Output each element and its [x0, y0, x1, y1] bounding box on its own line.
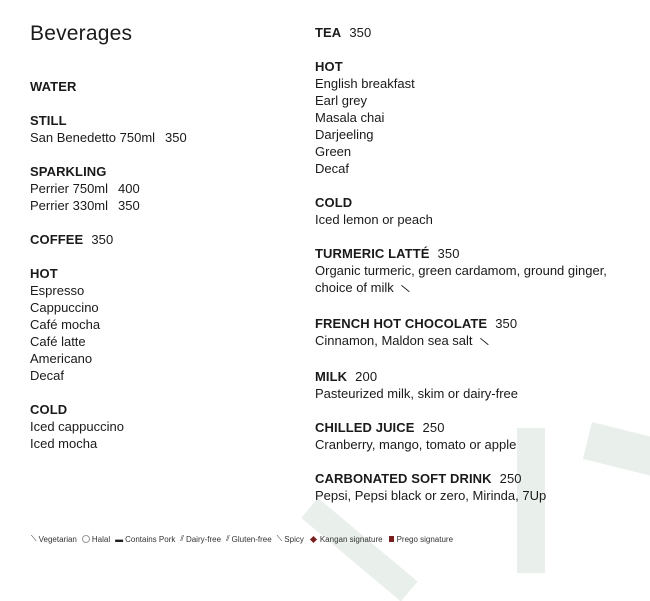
item-description-text: choice of milk	[315, 280, 394, 295]
item-price: 400	[118, 181, 140, 196]
chilled-juice-heading	[315, 419, 645, 436]
menu-item: Darjeeling	[315, 127, 374, 142]
halal-icon	[82, 535, 90, 543]
menu-item: Iced cappuccino	[30, 419, 124, 434]
left-column	[30, 78, 290, 469]
menu-item	[30, 180, 290, 197]
section-turmeric-latte	[315, 245, 645, 298]
turmeric-latte-title: TURMERIC LATTÉ	[315, 246, 430, 261]
legend-label: Contains Pork	[125, 534, 176, 544]
item-name: Perrier 330ml	[30, 198, 109, 213]
legend-label: Dairy-free	[185, 534, 222, 544]
section-coffee-hot	[30, 265, 290, 384]
menu-item: Iced lemon or peach	[315, 212, 433, 227]
item-name: Perrier 750ml	[30, 181, 109, 196]
tea-cold-heading: COLD	[315, 195, 353, 210]
legend-spicy	[277, 534, 304, 544]
menu-item: Masala chai	[315, 110, 385, 125]
soft-drink-heading	[315, 470, 645, 487]
item-description	[315, 332, 645, 351]
soft-drink-title: CARBONATED SOFT DRINK	[315, 471, 492, 486]
item-description: Organic turmeric, green cardamom, ground ginger,	[315, 263, 607, 278]
legend-dairy-free	[180, 534, 221, 544]
vegetarian-icon: ⟍	[479, 336, 489, 349]
kangan-signature-icon	[310, 535, 317, 542]
item-name: San Benedetto 750ml	[30, 130, 156, 145]
item-description	[315, 279, 645, 298]
tea-hot-heading: HOT	[315, 59, 343, 74]
french-hot-chocolate-price: 350	[495, 316, 518, 331]
turmeric-latte-price: 350	[437, 246, 460, 261]
chilled-juice-title: CHILLED JUICE	[315, 420, 415, 435]
menu-item	[30, 197, 290, 214]
sparkling-heading: SPARKLING	[30, 164, 107, 179]
menu-item: Americano	[30, 351, 93, 366]
spicy-icon: ⟍	[276, 534, 283, 543]
legend-label: Halal	[91, 534, 111, 544]
section-coffee-cold	[30, 401, 290, 452]
right-column	[315, 24, 645, 521]
tea-title: TEA	[315, 25, 342, 40]
coffee-title: COFFEE	[30, 232, 84, 247]
milk-price: 200	[355, 369, 378, 384]
legend-halal	[82, 535, 110, 544]
prego-signature-icon	[389, 536, 394, 542]
section-milk	[315, 368, 645, 402]
vegetarian-icon: ⟍	[31, 534, 37, 543]
section-french-hot-chocolate	[315, 315, 645, 351]
legend-pork	[115, 535, 175, 544]
menu-item	[30, 129, 290, 146]
gluten-free-icon: ⫽	[226, 534, 230, 543]
tea-price: 350	[349, 25, 372, 40]
item-description-text: Cinnamon, Maldon sea salt	[315, 333, 473, 348]
item-description: Cranberry, mango, tomato or apple	[315, 437, 517, 452]
menu-item: Café mocha	[30, 317, 101, 332]
menu-item: Cappuccino	[30, 300, 99, 315]
coffee-heading	[30, 231, 290, 248]
menu-item: English breakfast	[315, 76, 415, 91]
french-hot-chocolate-heading	[315, 315, 645, 332]
coffee-hot-heading: HOT	[30, 266, 58, 281]
page-title: Beverages	[30, 22, 133, 45]
section-still	[30, 112, 290, 146]
item-price: 350	[165, 130, 187, 145]
milk-heading	[315, 368, 645, 385]
soft-drink-price: 250	[499, 471, 522, 486]
dietary-legend	[31, 534, 453, 544]
chilled-juice-price: 250	[422, 420, 445, 435]
legend-label: Prego signature	[396, 534, 454, 544]
menu-item: Earl grey	[315, 93, 368, 108]
still-heading: STILL	[30, 113, 67, 128]
coffee-cold-heading: COLD	[30, 402, 68, 417]
coffee-price: 350	[91, 232, 114, 247]
menu-item: Green	[315, 144, 352, 159]
water-heading: WATER	[30, 79, 77, 94]
item-description: Pepsi, Pepsi black or zero, Mirinda, 7Up	[315, 488, 547, 503]
section-tea	[315, 24, 645, 41]
item-price: 350	[118, 198, 140, 213]
section-soft-drink	[315, 470, 645, 504]
legend-prego-signature	[388, 535, 453, 544]
vegetarian-icon: ⟍	[400, 283, 410, 296]
turmeric-latte-heading	[315, 245, 645, 262]
item-description: Pasteurized milk, skim or dairy-free	[315, 386, 518, 401]
menu-item: Iced mocha	[30, 436, 98, 451]
section-coffee	[30, 231, 290, 248]
section-sparkling	[30, 163, 290, 214]
section-tea-cold	[315, 194, 645, 228]
legend-label: Vegetarian	[38, 534, 77, 544]
section-tea-hot	[315, 58, 645, 177]
legend-label: Gluten-free	[231, 534, 272, 544]
menu-item: Decaf	[315, 161, 349, 176]
legend-label: Kangan signature	[319, 534, 383, 544]
french-hot-chocolate-title: FRENCH HOT CHOCOLATE	[315, 316, 488, 331]
menu-item: Decaf	[30, 368, 64, 383]
tea-heading	[315, 24, 645, 41]
legend-gluten-free	[226, 534, 272, 544]
pork-icon: ▬	[115, 534, 124, 544]
legend-kangan-signature	[309, 535, 383, 544]
menu-item: Café latte	[30, 334, 86, 349]
legend-label: Spicy	[284, 534, 304, 544]
milk-title: MILK	[315, 369, 348, 384]
section-chilled-juice	[315, 419, 645, 453]
dairy-free-icon: ⫽	[180, 534, 184, 543]
section-water	[30, 78, 290, 95]
menu-item: Espresso	[30, 283, 85, 298]
legend-vegetarian	[31, 534, 77, 544]
